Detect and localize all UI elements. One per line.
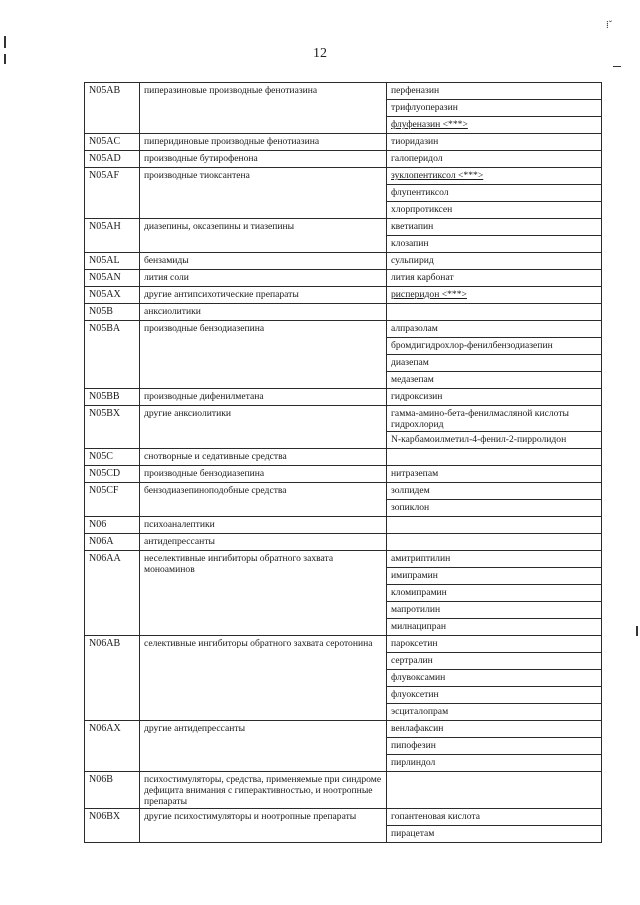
drug-name-cell (387, 449, 602, 466)
atc-code-cell: N05AD (85, 151, 140, 168)
drug-name-cell (387, 687, 602, 704)
drug-name-cell (387, 304, 602, 321)
group-name-cell: бензодиазепиноподобные средства (140, 483, 387, 517)
drug-name-cell (387, 636, 602, 653)
group-name-cell: производные дифенилметана (140, 389, 387, 406)
group-name-cell: производные бензодиазепина (140, 466, 387, 483)
table-row (85, 168, 602, 185)
group-name-cell: диазепины, оксазепины и тиазепины (140, 219, 387, 253)
drug-name-cell (387, 287, 602, 304)
drug-name-cell (387, 83, 602, 100)
table-row (85, 134, 602, 151)
drug-name: гидроксизин (391, 391, 443, 402)
drug-name-cell (387, 185, 602, 202)
drug-name-cell (387, 321, 602, 338)
atc-code-cell: N06BX (85, 809, 140, 843)
drug-name-cell (387, 619, 602, 636)
drug-name-cell (387, 202, 602, 219)
drug-name-cell (387, 483, 602, 500)
drug-name-cell (387, 534, 602, 551)
table-row (85, 406, 602, 432)
group-name-cell: производные бутирофенона (140, 151, 387, 168)
drug-name-cell (387, 500, 602, 517)
drug-classification-table (84, 82, 601, 843)
group-name-cell: другие психостимуляторы и ноотропные препараты (140, 809, 387, 843)
drug-name-cell (387, 355, 602, 372)
atc-code-cell: N05AN (85, 270, 140, 287)
page-number: 12 (313, 46, 327, 61)
drug-name-cell (387, 219, 602, 236)
atc-code-cell: N05AX (85, 287, 140, 304)
drug-name-cell (387, 704, 602, 721)
atc-code-cell: N06AX (85, 721, 140, 772)
table-row (85, 151, 602, 168)
drug-name: флувоксамин (391, 672, 446, 683)
drug-name-cell (387, 721, 602, 738)
table-row (85, 287, 602, 304)
group-name-cell: снотворные и седативные средства (140, 449, 387, 466)
table-row (85, 321, 602, 338)
atc-code-cell: N05C (85, 449, 140, 466)
table-row (85, 721, 602, 738)
drug-name-cell (387, 466, 602, 483)
drug-name: диазепам (391, 357, 429, 368)
atc-code-cell: N05B (85, 304, 140, 321)
atc-code-cell: N05BB (85, 389, 140, 406)
group-name-cell: анксиолитики (140, 304, 387, 321)
drug-name-cell (387, 117, 602, 134)
drug-name-cell (387, 338, 602, 355)
drug-name-cell (387, 432, 602, 449)
drug-name-cell (387, 809, 602, 826)
table-row (85, 449, 602, 466)
drug-name-cell (387, 653, 602, 670)
atc-code-cell: N06AB (85, 636, 140, 721)
drug-name: пароксетин (391, 638, 438, 649)
drug-name: флуоксетин (391, 689, 439, 700)
drug-name-cell (387, 168, 602, 185)
drug-name-cell (387, 253, 602, 270)
corner-stamp-mark: ⁞ˇ (606, 20, 613, 31)
atc-code-cell: N06B (85, 772, 140, 809)
drug-name: имипрамин (391, 570, 438, 581)
table-row (85, 270, 602, 287)
drug-name-cell (387, 772, 602, 809)
drug-name: тиоридазин (391, 136, 439, 147)
drug-name-cell (387, 151, 602, 168)
drug-name-cell (387, 670, 602, 687)
drug-name: кломипрамин (391, 587, 447, 598)
drug-name: пипофезин (391, 740, 436, 751)
drug-name: гопантеновая кислота (391, 811, 480, 822)
group-name-cell: психостимуляторы, средства, применяемые при синдроме дефицита внимания с гиперактивностью, и ноотропные препараты (140, 772, 387, 809)
drug-name: флуфеназин <***> (391, 119, 468, 130)
atc-code-cell: N05CD (85, 466, 140, 483)
table-row (85, 636, 602, 653)
drug-name: медазепам (391, 374, 434, 385)
atc-code-cell: N05BX (85, 406, 140, 449)
atc-code-cell: N05CF (85, 483, 140, 517)
group-name-cell: лития соли (140, 270, 387, 287)
drug-name: золпидем (391, 485, 430, 496)
drug-name: зуклопентиксол <***> (391, 170, 484, 181)
drug-name: венлафаксин (391, 723, 444, 734)
drug-name-cell (387, 236, 602, 253)
atc-code-cell: N05AC (85, 134, 140, 151)
drug-name: флупентиксол (391, 187, 449, 198)
atc-code-cell: N06AA (85, 551, 140, 636)
drug-name-cell (387, 755, 602, 772)
drug-name: пирацетам (391, 828, 435, 839)
table-row (85, 83, 602, 100)
table-row (85, 772, 602, 809)
drug-name: сертралин (391, 655, 433, 666)
group-name-cell: другие антидепрессанты (140, 721, 387, 772)
atc-code-cell: N06 (85, 517, 140, 534)
drug-name: эсциталопрам (391, 706, 449, 717)
drug-name: пирлиндол (391, 757, 436, 768)
drug-name-cell (387, 100, 602, 117)
group-name-cell: производные бензодиазепина (140, 321, 387, 389)
group-name-cell: другие антипсихотические препараты (140, 287, 387, 304)
drug-name-cell (387, 585, 602, 602)
group-name-cell: селективные ингибиторы обратного захвата серотонина (140, 636, 387, 721)
table-row (85, 809, 602, 826)
group-name-cell: производные тиоксантена (140, 168, 387, 219)
table-row (85, 304, 602, 321)
group-name-cell: другие анксиолитики (140, 406, 387, 449)
drug-name-cell (387, 551, 602, 568)
atc-code-cell: N05BA (85, 321, 140, 389)
atc-code-cell: N05AF (85, 168, 140, 219)
drug-name-cell (387, 406, 602, 432)
corner-tick-mark (613, 66, 621, 67)
drug-name: галоперидол (391, 153, 443, 164)
atc-code-cell: N05AL (85, 253, 140, 270)
group-name-cell: неселективные ингибиторы обратного захвата моноаминов (140, 551, 387, 636)
drug-name-cell (387, 270, 602, 287)
drug-name: нитразепам (391, 468, 439, 479)
drug-name: бромдигидрохлор-фенилбензодиазепин (391, 340, 553, 351)
table-row (85, 551, 602, 568)
drug-name: клозапин (391, 238, 429, 249)
drug-name-cell (387, 134, 602, 151)
drug-name: лития карбонат (391, 272, 454, 283)
group-name-cell: бензамиды (140, 253, 387, 270)
drug-name: милнаципран (391, 621, 446, 632)
right-margin-mark (636, 626, 638, 636)
drug-name-cell (387, 372, 602, 389)
drug-name-cell (387, 602, 602, 619)
table-row (85, 219, 602, 236)
drug-name-cell (387, 826, 602, 843)
drug-name: амитриптилин (391, 553, 451, 564)
drug-name: кветиапин (391, 221, 434, 232)
atc-code-cell: N05AH (85, 219, 140, 253)
group-name-cell: антидепрессанты (140, 534, 387, 551)
drug-name: мапротилин (391, 604, 441, 615)
drug-name-cell (387, 568, 602, 585)
drug-name-cell (387, 389, 602, 406)
table-row (85, 483, 602, 500)
group-name-cell: пиперидиновые производные фенотиазина (140, 134, 387, 151)
drug-name-cell (387, 517, 602, 534)
table-row (85, 534, 602, 551)
drug-name-cell (387, 738, 602, 755)
drug-name: N-карбамоилметил-4-фенил-2-пирролидон (391, 434, 567, 445)
drug-name: хлорпротиксен (391, 204, 453, 215)
table-row (85, 389, 602, 406)
group-name-cell: психоаналептики (140, 517, 387, 534)
table-row (85, 253, 602, 270)
drug-name: зопиклон (391, 502, 430, 513)
drug-name: алпразолам (391, 323, 438, 334)
drug-name: сульпирид (391, 255, 434, 266)
drug-name: перфеназин (391, 85, 440, 96)
group-name-cell: пиперазиновые производные фенотиазина (140, 83, 387, 134)
drug-name: трифлуоперазин (391, 102, 458, 113)
atc-code-cell: N05AB (85, 83, 140, 134)
drug-name: рисперидон <***> (391, 289, 467, 300)
table-row (85, 466, 602, 483)
drug-name: гамма-амино-бета-фенилмасляной кислоты гидрохлорид (391, 408, 569, 430)
atc-code-cell: N06A (85, 534, 140, 551)
table-row (85, 517, 602, 534)
